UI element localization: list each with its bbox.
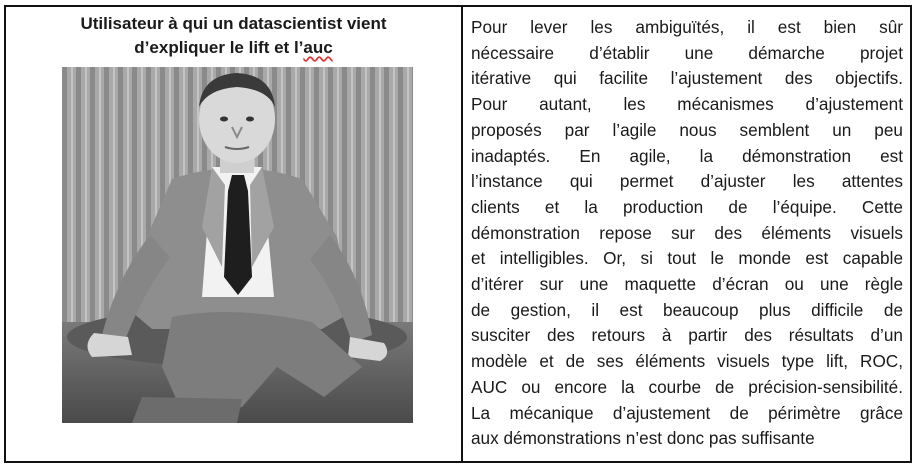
two-column-table xyxy=(4,5,912,463)
text-line: La mécanique d’ajustement de périmètre grâce xyxy=(471,402,903,423)
text-line: de gestion, il est beaucoup plus difficile de xyxy=(471,299,903,320)
text-line: Pour lever les ambiguïtés, il est bien sûr xyxy=(471,17,903,37)
text-line: itérative qui facilite l’ajustement des objectifs. xyxy=(471,68,903,89)
text-line: AUC ou encore la courbe de précision-sensibilité. xyxy=(471,376,903,397)
text-line: l’instance qui permet d’ajuster les attentes xyxy=(471,171,903,192)
text-line: inadaptés. En agile, la démonstration est xyxy=(471,145,903,166)
text-line: proposés par l’agile nous semblent un peu xyxy=(471,119,903,140)
text-line: et intelligibles. Or, si tout le monde est capable xyxy=(471,248,903,269)
man-in-suit-photo-icon xyxy=(62,67,413,423)
text-line: démonstration repose sur des éléments visuels xyxy=(471,222,903,243)
caption-line-2 xyxy=(16,36,451,60)
text-line: susciter des retours à partir des résultats d’un xyxy=(471,325,903,346)
text-line: aux démonstrations n’est donc pas suffisante xyxy=(471,428,815,449)
man-in-suit-photo xyxy=(62,67,413,423)
photo-caption xyxy=(16,12,451,60)
right-cell-text xyxy=(471,15,903,452)
text-line: modèle et de ses éléments visuels type lift, ROC, xyxy=(471,351,903,372)
caption-line-1: Utilisateur à qui un datascientist vient xyxy=(80,14,387,33)
column-divider xyxy=(461,7,463,461)
spellcheck-flagged-word: auc xyxy=(303,38,333,57)
text-line: nécessaire d’établir une démarche projet xyxy=(471,42,903,63)
body-paragraph xyxy=(471,15,903,452)
left-cell xyxy=(6,7,461,461)
text-line: clients et la production de l’équipe. Cette xyxy=(471,196,903,217)
text-line: d’itérer sur une maquette d’écran ou une règle xyxy=(471,274,903,295)
caption-line-2-text: d’expliquer le lift et l’ xyxy=(134,38,304,57)
text-line: Pour autant, les mécanismes d’ajustement xyxy=(471,94,903,115)
